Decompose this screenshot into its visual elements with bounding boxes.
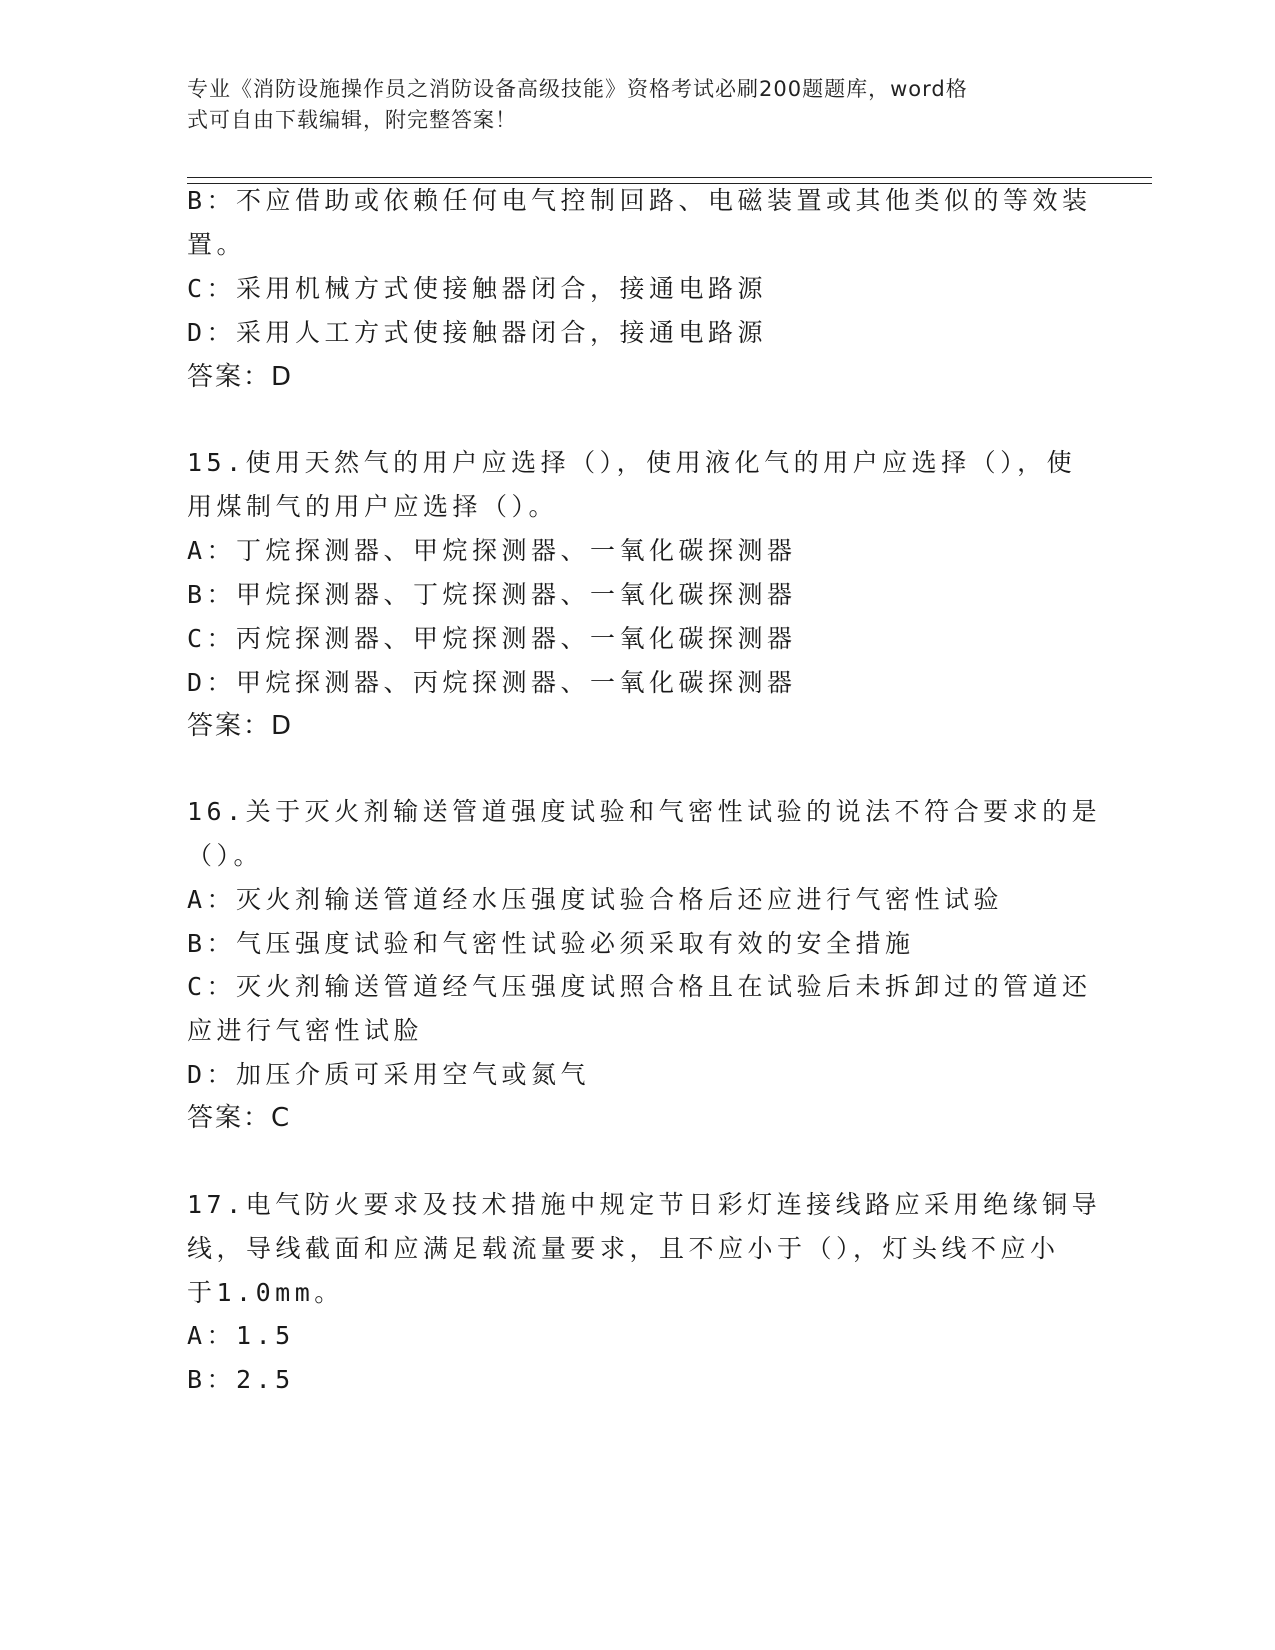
q15-option-c: C：丙烷探测器、甲烷探测器、一氧化碳探测器 [187, 624, 797, 653]
q16-stem-line-1: 16.关于灭火剂输送管道强度试验和气密性试验的说法不符合要求的是 [187, 797, 1102, 826]
q14-option-d: D：采用人工方式使接触器闭合，接通电路源 [187, 318, 768, 347]
header-title-line-2: 式可自由下载编辑，附完整答案！ [187, 108, 517, 132]
q14-option-b-line-1: B：不应借助或依赖任何电气控制回路、电磁装置或其他类似的等效装 [187, 186, 1092, 215]
q17-stem-line-2: 线，导线截面和应满足载流量要求，且不应小于（），灯头线不应小 [187, 1234, 1060, 1263]
q14-answer: 答案：D [187, 362, 294, 392]
q15-option-d: D：甲烷探测器、丙烷探测器、一氧化碳探测器 [187, 668, 797, 697]
q15-stem-line-2: 用煤制气的用户应选择（）。 [187, 492, 559, 521]
q14-option-c: C：采用机械方式使接触器闭合，接通电路源 [187, 274, 768, 303]
q16-option-b: B：气压强度试验和气密性试验必须采取有效的安全措施 [187, 929, 915, 958]
q14-option-b-line-2: 置。 [187, 230, 247, 259]
q16-option-a: A：灭火剂输送管道经水压强度试验合格后还应进行气密性试验 [187, 885, 1004, 914]
q15-stem-line-1: 15.使用天然气的用户应选择（），使用液化气的用户应选择（），使 [187, 448, 1077, 477]
q17-option-a: A：1.5 [187, 1321, 295, 1350]
q17-option-b: B：2.5 [187, 1365, 295, 1394]
q17-stem-line-3: 于1.0mm。 [187, 1278, 344, 1307]
q15-answer: 答案：D [187, 711, 294, 741]
q16-answer: 答案：C [187, 1103, 292, 1133]
document-header [187, 74, 1067, 136]
q15-option-a: A：丁烷探测器、甲烷探测器、一氧化碳探测器 [187, 536, 797, 565]
q16-option-d: D：加压介质可采用空气或氮气 [187, 1060, 591, 1089]
q16-option-c-line-1: C：灭火剂输送管道经气压强度试照合格且在试验后未拆卸过的管道还 [187, 972, 1092, 1001]
header-title-line-1: 专业《消防设施操作员之消防设备高级技能》资格考试必刷200题题库，word格 [187, 77, 968, 101]
q16-stem-line-2: （）。 [187, 841, 264, 870]
q16-option-c-line-2: 应进行气密性试脸 [187, 1016, 424, 1045]
q15-option-b: B：甲烷探测器、丁烷探测器、一氧化碳探测器 [187, 580, 797, 609]
q17-stem-line-1: 17.电气防火要求及技术措施中规定节日彩灯连接线路应采用绝缘铜导 [187, 1190, 1102, 1219]
header-divider [187, 177, 1152, 184]
